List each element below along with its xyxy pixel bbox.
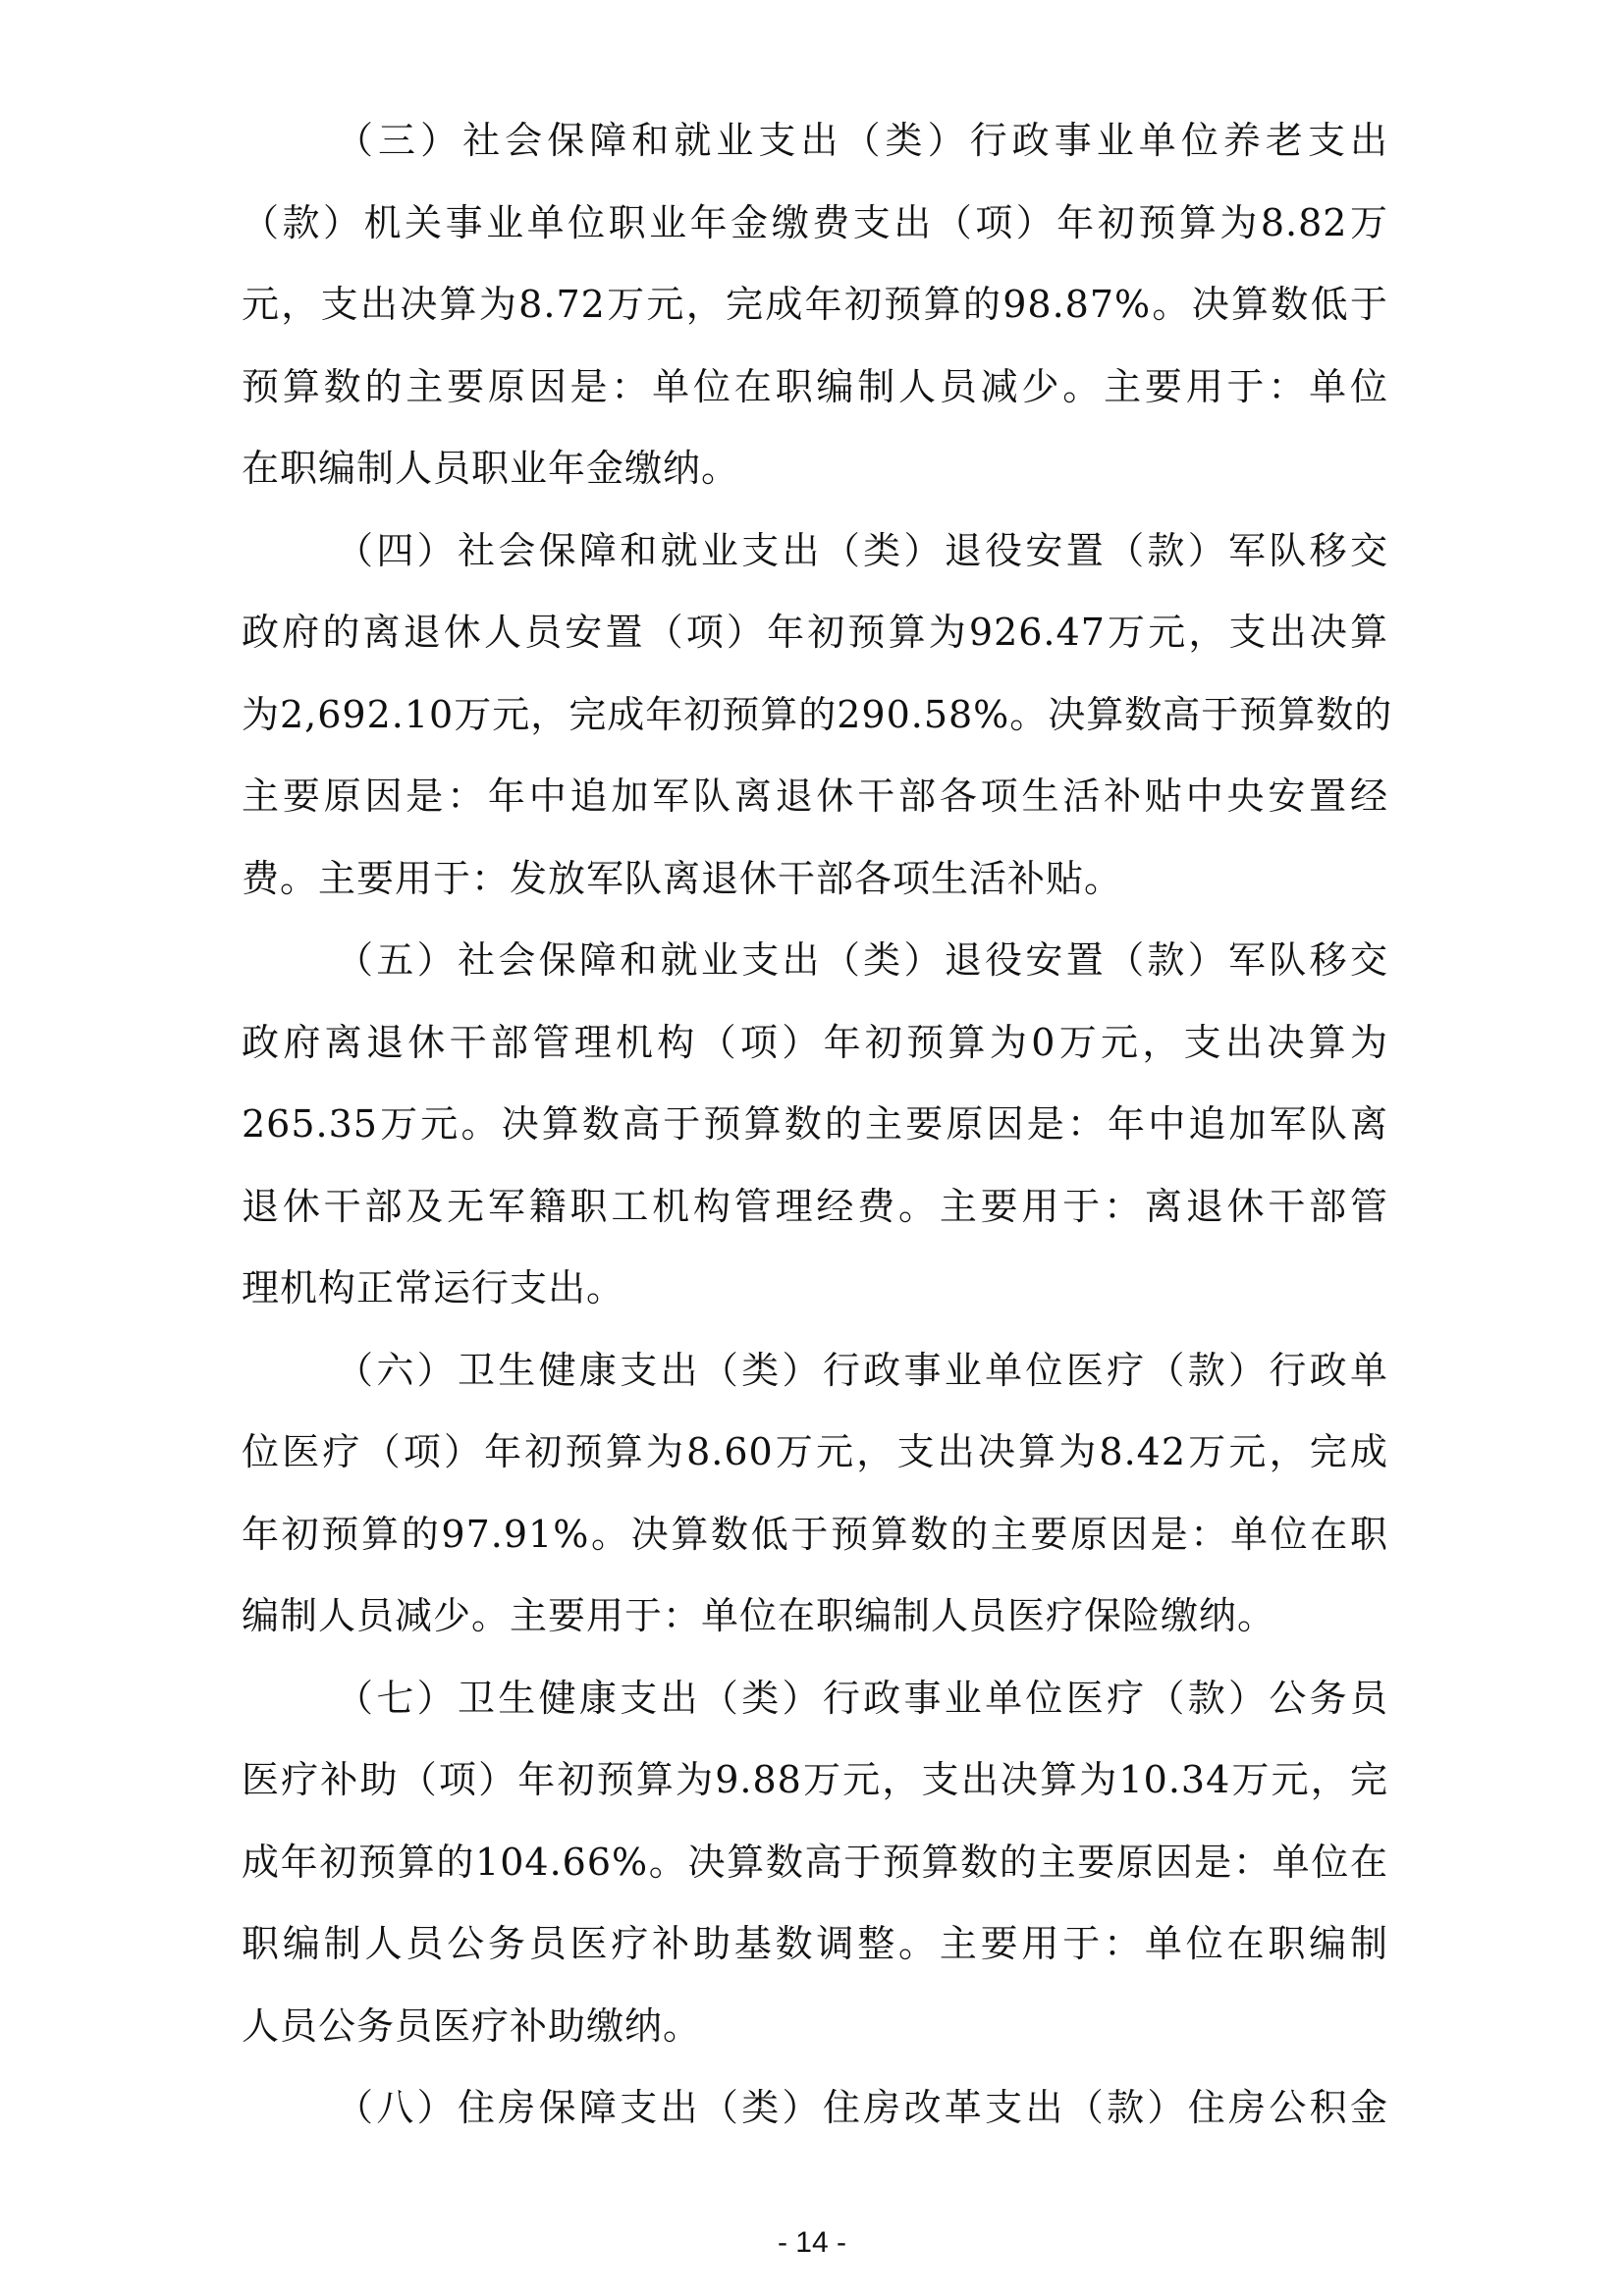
text-line: 职编制人员公务员医疗补助基数调整。主要用于：单位在职编制 (242, 1922, 1388, 1965)
text-line: （五）社会保障和就业支出（类）退役安置（款）军队移交 (336, 938, 1388, 982)
text-line: 人员公务员医疗补助缴纳。 (242, 2003, 702, 2048)
text-line: （三）社会保障和就业支出（类）行政事业单位养老支出 (336, 119, 1388, 162)
text-line: 成年初预算的104.66%。决算数高于预算数的主要原因是：单位在 (242, 1840, 1388, 1884)
text-line: 265.35万元。决算数高于预算数的主要原因是：年中追加军队离 (242, 1102, 1388, 1146)
text-line: 政府的离退休人员安置（项）年初预算为926.47万元，支出决算 (242, 611, 1388, 654)
text-line: 年初预算的97.91%。决算数低于预算数的主要原因是：单位在职 (242, 1512, 1388, 1556)
paragraph-7 (242, 1658, 1388, 2068)
text-line: 在职编制人员职业年金缴纳。 (242, 447, 740, 490)
text-line: 元，支出决算为8.72万元，完成年初预算的98.87%。决算数低于 (242, 283, 1388, 326)
paragraph-6 (242, 1330, 1388, 1658)
paragraph-4 (242, 510, 1393, 921)
text-line: 理机构正常运行支出。 (242, 1266, 625, 1309)
text-line: 医疗补助（项）年初预算为9.88万元，支出决算为10.34万元，完 (242, 1758, 1388, 1801)
text-line: 政府离退休干部管理机构（项）年初预算为0万元，支出决算为 (242, 1020, 1388, 1064)
text-line: 预算数的主要原因是：单位在职编制人员减少。主要用于：单位 (242, 364, 1388, 408)
text-line: （款）机关事业单位职业年金缴费支出（项）年初预算为8.82万 (242, 200, 1388, 244)
text-line: （七）卫生健康支出（类）行政事业单位医疗（款）公务员 (336, 1676, 1388, 1720)
page-number: - 14 - (777, 2226, 847, 2259)
paragraph-5 (242, 920, 1388, 1330)
text-line: 主要原因是：年中追加军队离退休干部各项生活补贴中央安置经 (242, 774, 1388, 818)
paragraph-8 (242, 2067, 1388, 2150)
document-body (242, 100, 1393, 2150)
text-line: （八）住房保障支出（类）住房改革支出（款）住房公积金 (336, 2086, 1388, 2129)
text-line: （四）社会保障和就业支出（类）退役安置（款）军队移交 (336, 528, 1388, 572)
text-line: 退休干部及无军籍职工机构管理经费。主要用于：离退休干部管 (242, 1184, 1388, 1228)
text-line: 费。主要用于：发放军队离退休干部各项生活补贴。 (242, 856, 1123, 900)
text-line: （六）卫生健康支出（类）行政事业单位医疗（款）行政单 (336, 1348, 1388, 1392)
text-line: 位医疗（项）年初预算为8.60万元，支出决算为8.42万元，完成 (242, 1430, 1388, 1473)
paragraph-3 (242, 100, 1388, 510)
text-line: 编制人员减少。主要用于：单位在职编制人员医疗保险缴纳。 (242, 1594, 1276, 1637)
text-line: 为2,692.10万元，完成年初预算的290.58%。决算数高于预算数的 (242, 692, 1393, 736)
